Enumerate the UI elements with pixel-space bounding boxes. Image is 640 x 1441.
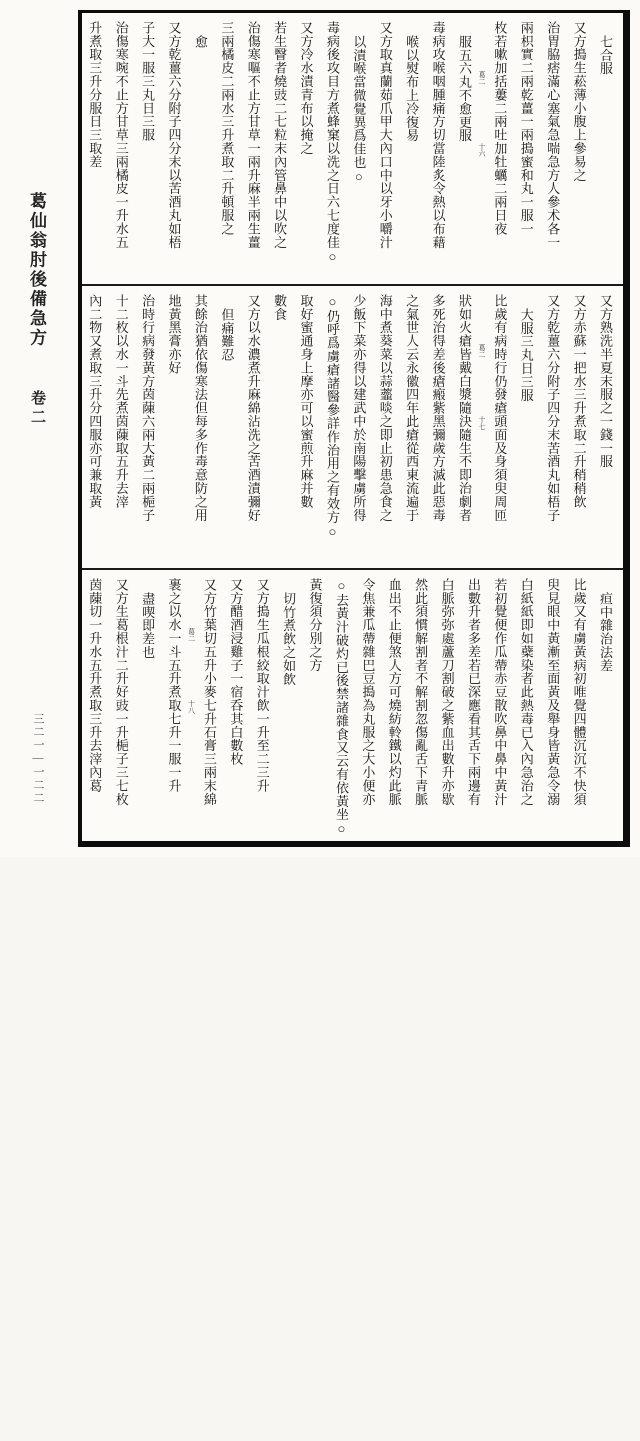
- text-column: ○仍呼爲虜瘡諸醫參詳作治用之有效方○: [324, 294, 340, 540]
- leaf-marker-number: 十七: [477, 416, 486, 430]
- text-column: 若初覺便作瓜蔕赤豆散吹鼻中鼻中黃汁: [492, 578, 508, 806]
- text-column: 數食: [272, 294, 288, 321]
- text-column: 狀如火瘡皆戴白漿隨決隨生不即治劇者: [456, 294, 472, 522]
- text-column: 子大一服三丸日三服: [140, 21, 156, 142]
- text-column: 白紙紙即如蘗染者此熱毒已入內急治之: [518, 578, 534, 806]
- text-frame: [78, 10, 630, 847]
- text-column: 但痛難忍: [219, 308, 235, 362]
- text-column: 取好蜜通身上摩亦可以蜜煎升麻并數: [298, 294, 314, 509]
- text-column: 其餘治猶依傷寒法但每多作毒意防之用: [192, 294, 208, 522]
- text-column: 治胃脇痞滿心塞氣急喘急方人參术各一: [545, 21, 561, 249]
- text-column: 之氣世人云永徽四年此瘡從西東流遍于: [404, 294, 420, 522]
- text-column: 大服三丸日三服: [518, 308, 534, 402]
- section-top-columns: [87, 21, 618, 278]
- leaf-marker: [477, 21, 486, 278]
- text-column: 兩枳實二兩乾薑一兩搗蜜和丸一服一: [518, 21, 534, 236]
- text-column: 比歲有病時行仍發瘡頭面及身須臾周匝: [492, 294, 508, 522]
- section-bottom: [82, 568, 623, 841]
- text-column: 毒病攻喉咽腫痛方切當陸炙令熱以布藉: [430, 21, 446, 249]
- text-column: 毒病後攻目方煮蜂窠以洗之日六七度佳○: [324, 21, 340, 265]
- text-column: 臾見眼中黃漸至面黃及舉身皆黃急令溺: [545, 578, 561, 806]
- text-column: 然此須慣解割者不解割忽傷亂舌下青脈: [413, 578, 429, 806]
- text-column: 裹之以水一斗五升煮取七升一服一升: [166, 578, 182, 793]
- page-number: 三二一—一二二: [32, 713, 44, 805]
- text-column: 出數升者多差若已深應看其舌下兩邊有: [465, 578, 481, 806]
- text-column: 盡喫即差也: [140, 592, 156, 659]
- text-column: 令焦兼瓜蔕雜巴豆搗為丸服之大小便亦: [360, 578, 376, 806]
- text-column: 切竹煮飲之如飲: [281, 592, 297, 686]
- text-column: 地黃黑膏亦好: [166, 294, 182, 375]
- text-column: 又方取真蘭茹爪甲大內口中以牙小嚼汁: [377, 21, 393, 249]
- section-bottom-columns: [87, 578, 618, 835]
- text-column: 茵蔯切一升水五升煮取三升去滓內葛: [87, 578, 103, 793]
- text-column: ○去黃汁破灼已後禁諸雜食又云有依黃坐○: [333, 578, 349, 837]
- text-column: 多死治得差後瘡瘢紫黑彌歲方滅此惡毒: [430, 294, 446, 522]
- text-column: 又方竹葉切五升小麥七升石膏三兩末綿: [201, 578, 217, 806]
- text-column: 又方乾薑六分附子四分末苦酒丸如梧子: [545, 294, 561, 522]
- text-column: 若生瞖者燒豉二七粒末內管鼻中以吹之: [272, 21, 288, 249]
- text-column: 白脈弥弥處蘆刀割破之紫血出數升亦歇: [439, 578, 455, 806]
- text-column: 比歲又有虜黃病初唯覺四體沉沉不快須: [571, 578, 587, 806]
- text-column: 又方熟洗半夏末服之一錢一服: [598, 294, 613, 469]
- text-column: 服五六丸不愈更服: [456, 35, 472, 143]
- section-top: [82, 13, 623, 284]
- leaf-marker-volume: 葛二: [187, 628, 196, 642]
- text-column: 以漬喉當微覺異爲佳也○: [351, 35, 367, 185]
- text-column: 喉以熨布上冷復易: [404, 35, 420, 143]
- leaf-marker: [477, 294, 486, 562]
- text-column: 黃復須分別之方: [307, 578, 323, 672]
- text-column: 升煮取三升分服日三取差: [87, 21, 103, 169]
- spine-margin: [0, 0, 76, 857]
- text-column: 內二物又煮取三升分四服亦可兼取黃: [87, 294, 103, 509]
- text-column: 海中煮葵菜以蒜虀啖之即止初患急食之: [377, 294, 393, 522]
- leaf-marker-number: 十六: [477, 143, 486, 157]
- text-column: 七合服: [598, 35, 613, 76]
- leaf-marker-volume: 葛二: [477, 71, 486, 85]
- section-middle-columns: [87, 294, 618, 562]
- text-column: 又方冷水漬青布以掩之: [298, 21, 314, 155]
- leaf-marker-number: 十八: [187, 700, 196, 714]
- leaf-marker-volume: 葛二: [477, 344, 486, 358]
- text-column: 又方乾薑六分附子四分末以苦酒丸如梧: [166, 21, 182, 249]
- text-column: 又方醋酒浸雞子一宿呑其白數枚: [228, 578, 244, 766]
- text-column: 又方搗生瓜根絞取汁飲一升至二三升: [254, 578, 270, 793]
- text-column: 疸中雜治法差: [598, 592, 613, 673]
- text-column: 三兩橘皮二兩水三升煮取二升頓服之: [219, 21, 235, 236]
- text-column: 治傷寒嘔不止方甘草一兩升麻半兩生薑: [245, 21, 261, 249]
- text-column: 血出不止便煞人方可燒紡軨鐵以灼此脈: [386, 578, 402, 806]
- text-column: 又方生葛根汁二升好豉一升梔子三七枚: [113, 578, 129, 806]
- text-column: 又方搗生菘薄小腹上參易之: [571, 21, 587, 182]
- text-column: 治時行病發黃方茵蔯六兩大黃二兩梔子: [140, 294, 156, 522]
- volume-label: 卷二: [29, 390, 45, 428]
- text-column: 治傷寒啘不止方甘草三兩橘皮一升水五: [113, 21, 129, 249]
- text-column: 枚若嗽加括蔞二兩吐加牡蠣二兩日夜: [492, 21, 508, 236]
- text-column: 又方以水濃煮升麻綿沾洗之苦酒漬彌好: [245, 294, 261, 522]
- text-column: 愈: [192, 35, 208, 49]
- section-middle: [82, 284, 623, 568]
- leaf-marker: [187, 578, 196, 835]
- text-column: 少飯下菜亦得以建武中於南陽擊虜所得: [351, 294, 367, 522]
- text-column: 又方赤蘇一把水三升煮取二升稍稍飲: [571, 294, 587, 509]
- book-title: 葛仙翁肘後備急方: [27, 192, 46, 348]
- text-column: 十二枚以水一斗先煮茵蔯取五升去滓: [113, 294, 129, 509]
